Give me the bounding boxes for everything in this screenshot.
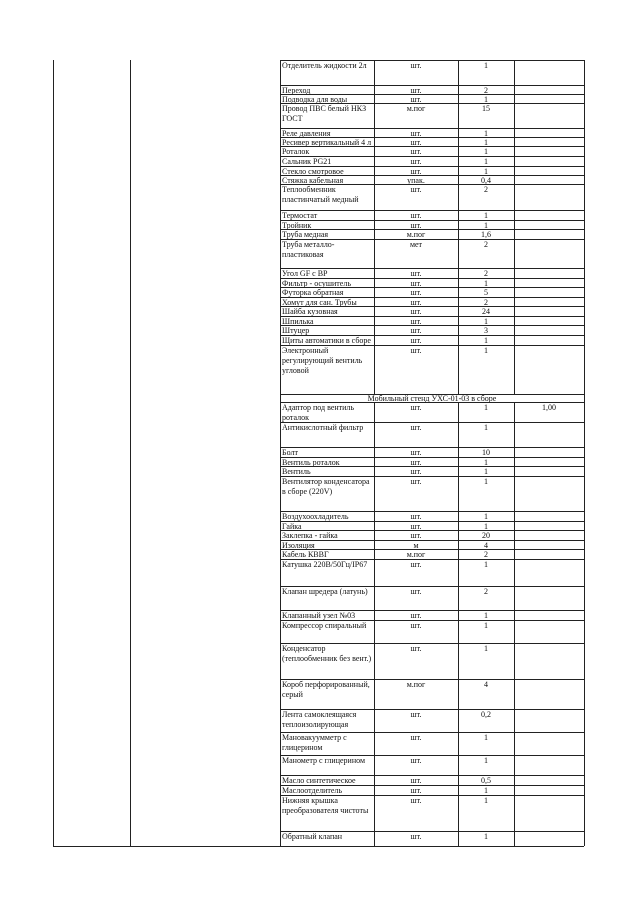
col-line-2 <box>130 60 131 846</box>
item-qty: 1 <box>484 138 488 147</box>
item-unit: шт. <box>410 832 422 841</box>
item-qty: 1 <box>484 157 488 166</box>
item-name: Вентиль <box>282 467 311 476</box>
item-unit: м.пог <box>406 680 426 689</box>
item-name: Стекло смотровое <box>282 167 344 176</box>
item-unit: шт. <box>410 185 422 194</box>
item-name: Изоляция <box>282 541 315 550</box>
item-name: Антикислотный фильтр <box>282 423 364 432</box>
item-qty: 1 <box>484 458 488 467</box>
item-qty: 2 <box>484 550 488 559</box>
item-unit: шт. <box>410 611 422 620</box>
item-unit: шт. <box>410 621 422 630</box>
item-qty: 1 <box>484 786 488 795</box>
item-name: Масло синтетическое <box>282 776 356 785</box>
item-name: Провод ПВС белый НКЗ ГОСТ <box>282 104 367 123</box>
item-unit: шт. <box>410 560 422 569</box>
item-qty: 1 <box>484 467 488 476</box>
item-name: Короб перфорированный, серый <box>282 680 370 699</box>
col-line-7 <box>584 60 585 846</box>
item-name: Роталок <box>282 147 310 156</box>
item-unit: шт. <box>410 317 422 326</box>
item-name: Воздухоохладитель <box>282 512 349 521</box>
item-name: Переход <box>282 86 311 95</box>
item-name: Реле давления <box>282 129 331 138</box>
bottom-line <box>53 846 584 847</box>
item-qty: 1 <box>484 522 488 531</box>
item-name: Штуцер <box>282 326 310 335</box>
item-qty: 1 <box>484 832 488 841</box>
item-qty: 2 <box>484 587 488 596</box>
item-name: Сальник PG21 <box>282 157 332 166</box>
item-name: Кабель КВВГ <box>282 550 329 559</box>
item-name: Электронный регулирующий вентиль угловой <box>282 346 363 375</box>
item-unit: м <box>413 541 419 550</box>
item-name: Теплообменник пластинчатый медный <box>282 185 359 204</box>
item-name: Адаптор под вентиль роталок <box>282 403 355 422</box>
item-unit: шт. <box>410 796 422 805</box>
item-unit: шт. <box>410 477 422 486</box>
item-unit: шт. <box>410 776 422 785</box>
col-line-6 <box>514 60 515 394</box>
item-qty: 1 <box>484 477 488 486</box>
item-name: Хомут для сан. Трубы <box>282 298 357 307</box>
item-unit: шт. <box>410 733 422 742</box>
item-qty: 4 <box>484 541 488 550</box>
item-unit: шт. <box>410 587 422 596</box>
item-qty: 2 <box>484 240 488 249</box>
item-unit: шт. <box>410 710 422 719</box>
item-qty: 1 <box>484 221 488 230</box>
item-qty: 1 <box>484 644 488 653</box>
item-name: Компрессор спиральный <box>282 621 367 630</box>
item-qty: 4 <box>484 680 488 689</box>
item-qty: 1 <box>484 95 488 104</box>
item-qty: 0,2 <box>481 710 491 719</box>
item-unit: шт. <box>410 756 422 765</box>
item-qty: 1 <box>484 346 488 355</box>
item-qty: 1 <box>484 621 488 630</box>
item-name: Мановакуумметр с глицерином <box>282 733 347 752</box>
item-name: Клапанный узел №03 <box>282 611 356 620</box>
item-qty: 1 <box>484 167 488 176</box>
item-name: Клапан шредера (латунь) <box>282 587 368 596</box>
item-qty: 1 <box>484 512 488 521</box>
item-unit: шт. <box>410 326 422 335</box>
item-qty: 1 <box>484 129 488 138</box>
item-name: Заклепка - гайка <box>282 531 338 540</box>
item-name: Подводка для воды <box>282 95 348 104</box>
item-unit: шт. <box>410 512 422 521</box>
col-line-3 <box>280 60 281 846</box>
item-name: Термостат <box>282 211 318 220</box>
item-qty: 1 <box>484 733 488 742</box>
item-name: Угол GF с ВР <box>282 269 328 278</box>
item-qty: 2 <box>484 269 488 278</box>
item-unit: шт. <box>410 211 422 220</box>
section-title: Мобильный стенд УХС-01-03 в сборе <box>367 394 497 403</box>
item-unit: шт. <box>410 269 422 278</box>
item-name: Фильтр - осушитель <box>282 279 351 288</box>
item-name: Труба металло-пластиковая <box>282 240 335 259</box>
item-name: Обратный клапан <box>282 832 343 841</box>
item-unit: упак. <box>407 176 425 185</box>
item-name: Шпилька <box>282 317 314 326</box>
item-unit: шт. <box>410 147 422 156</box>
item-qty: 1,6 <box>481 230 491 239</box>
item-unit: шт. <box>410 336 422 345</box>
item-name: Вентиль роталок <box>282 458 340 467</box>
item-unit: шт. <box>410 346 422 355</box>
item-qty: 10 <box>482 448 490 457</box>
item-unit: шт. <box>410 403 422 412</box>
item-name: Стяжка кабельная <box>282 176 344 185</box>
item-unit: шт. <box>410 167 422 176</box>
item-unit: шт. <box>410 95 422 104</box>
item-unit: шт. <box>410 467 422 476</box>
item-unit: шт. <box>410 531 422 540</box>
item-unit: шт. <box>410 138 422 147</box>
item-name: Щиты автоматики в сборе <box>282 336 371 345</box>
item-name: Лента самоклеящаяся теплоизолирующая <box>282 710 357 729</box>
item-qty: 1 <box>484 279 488 288</box>
item-qty: 0,5 <box>481 776 491 785</box>
item-qty: 24 <box>482 307 490 316</box>
item-unit: шт. <box>410 86 422 95</box>
item-name: Конденсатор (теплообменник без вент.) <box>282 644 372 663</box>
item-name: Труба медная <box>282 230 329 239</box>
item-unit: шт. <box>410 157 422 166</box>
item-qty: 20 <box>482 531 490 540</box>
item-qty: 15 <box>482 104 490 113</box>
item-unit: шт. <box>410 522 422 531</box>
item-qty: 1 <box>484 423 488 432</box>
item-qty: 2 <box>484 185 488 194</box>
item-unit: шт. <box>410 288 422 297</box>
item-name: Нижняя крышка преобразователя чистоты <box>282 796 369 815</box>
item-unit: шт. <box>410 298 422 307</box>
item-qty: 1 <box>484 147 488 156</box>
col-line-6b <box>514 402 515 846</box>
item-name: Манометр с глицерином <box>282 756 366 765</box>
item-name: Болт <box>282 448 298 457</box>
item-name: Отделитель жидкости 2л <box>282 61 367 70</box>
item-name: Гайка <box>282 522 302 531</box>
item-qty: 1 <box>484 403 488 412</box>
item-unit: шт. <box>410 61 422 70</box>
item-qty: 0,4 <box>481 176 491 185</box>
item-qty: 1 <box>484 336 488 345</box>
item-unit: мет <box>409 240 423 249</box>
item-qty: 1 <box>484 611 488 620</box>
item-unit: м.пог <box>406 230 426 239</box>
item-name: Шайба кузовная <box>282 307 338 316</box>
item-qty: 1 <box>484 756 488 765</box>
item-qty: 3 <box>484 326 488 335</box>
item-unit: шт. <box>410 786 422 795</box>
item-qty: 1 <box>484 317 488 326</box>
section-total: 1,00 <box>542 403 556 412</box>
item-unit: шт. <box>410 129 422 138</box>
item-qty: 5 <box>484 288 488 297</box>
item-unit: шт. <box>410 221 422 230</box>
item-name: Футорка обратная <box>282 288 344 297</box>
item-unit: шт. <box>410 448 422 457</box>
item-qty: 1 <box>484 796 488 805</box>
item-qty: 1 <box>484 61 488 70</box>
item-unit: шт. <box>410 423 422 432</box>
item-name: Вентилятор конденсатора в сборе (220V) <box>282 477 370 496</box>
col-line-1 <box>53 60 54 846</box>
item-unit: шт. <box>410 458 422 467</box>
item-unit: м.пог <box>406 550 426 559</box>
item-unit: шт. <box>410 644 422 653</box>
item-qty: 2 <box>484 86 488 95</box>
item-name: Ресивер вертикальный 4 л <box>282 138 372 147</box>
item-unit: шт. <box>410 279 422 288</box>
item-unit: м.пог <box>406 104 426 113</box>
item-qty: 2 <box>484 298 488 307</box>
item-name: Маслоотделитель <box>282 786 343 795</box>
item-name: Тройник <box>282 221 312 230</box>
item-unit: шт. <box>410 307 422 316</box>
item-name: Катушка 220В/50Гц/IP67 <box>282 560 368 569</box>
item-qty: 1 <box>484 211 488 220</box>
item-qty: 1 <box>484 560 488 569</box>
